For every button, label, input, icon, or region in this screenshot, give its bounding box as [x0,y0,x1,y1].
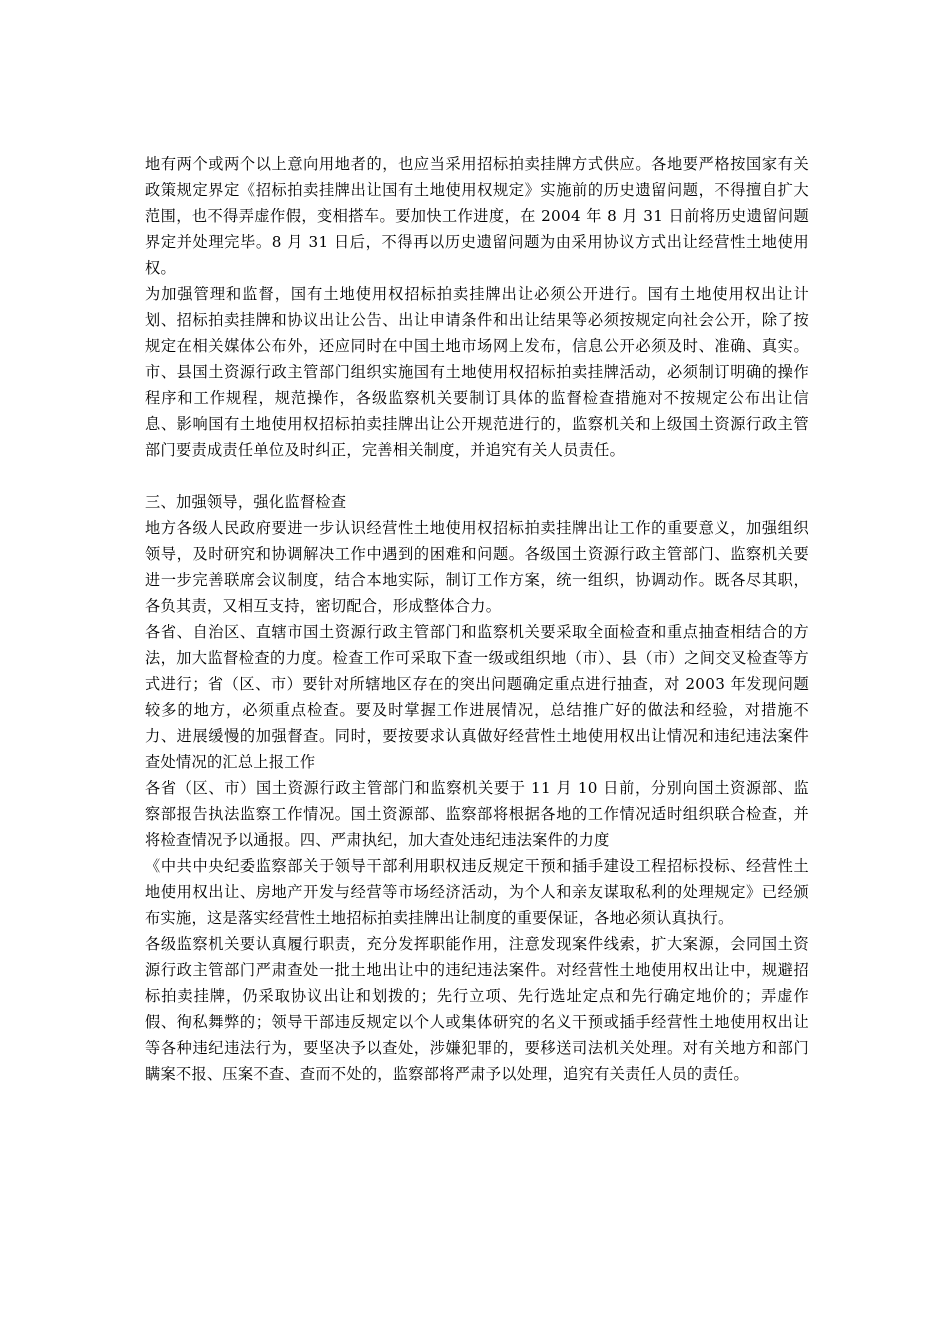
document-body [145,151,809,1087]
paragraph-leadership: 地方各级人民政府要进一步认识经营性土地使用权招标拍卖挂牌出让工作的重要意义，加强组织领导，及时研究和协调解决工作中遇到的困难和问题。各级国土资源行政主管部门、监察机关要进一步完善联席会议制度，结合本地实际，制订工作方案，统一组织，协调动作。既各尽其职，各负其责，又相互支持，密切配合，形成整体合力。 [145,519,809,615]
paragraph-historical-issues: 地有两个或两个以上意向用地者的，也应当采用招标拍卖挂牌方式供应。各地要严格按国家有关政策规定界定《招标拍卖挂牌出让国有土地使用权规定》实施前的历史遗留问题，不得擅自扩大范围，也不得弄虚作假，变相搭车。要加快工作进度，在 2004 年 8 月 31 日前将历史遗留问题界定并处理完毕。8 月 31 日后，不得再以历史遗留问题为由采用协议方式出让经营性土地使用权。 [145,155,809,277]
paragraph-inspection: 各省、自治区、直辖市国土资源行政主管部门和监察机关要采取全面检查和重点抽查相结合的方法，加大监督检查的力度。检查工作可采取下查一级或组织地（市）、县（市）之间交叉检查等方式进行；省（区、市）要针对所辖地区存在的突出问题确定重点进行抽查，对 2003 年发现问题较多的地方，必须重点检查。要及时掌握工作进展情况，总结推广好的做法和经验，对措施不力、进展缓慢的加强督查。同时，要按要求认真做好经营性土地使用权出让情况和违纪违法案件查处情况的汇总上报工作 [145,623,809,771]
paragraph-case-handling: 各级监察机关要认真履行职责，充分发挥职能作用，注意发现案件线索，扩大案源，会同国土资源行政主管部门严肃查处一批土地出让中的违纪违法案件。对经营性土地使用权出让中，规避招标拍卖挂牌，仍采取协议出让和划拨的；先行立项、先行选址定点和先行确定地价的；弄虚作假、徇私舞弊的；领导干部违反规定以个人或集体研究的名义干预或插手经营性土地使用权出让等各种违纪违法行为，要坚决予以查处，涉嫌犯罪的，要移送司法机关处理。对有关地方和部门瞒案不报、压案不查、查而不处的，监察部将严肃予以处理，追究有关责任人员的责任。 [145,935,809,1083]
paragraph-public-disclosure: 为加强管理和监督，国有土地使用权招标拍卖挂牌出让必须公开进行。国有土地使用权出让计划、招标拍卖挂牌和协议出让公告、出让申请条件和出让结果等必须按规定向社会公开，除了按规定在相关媒体公布外，还应同时在中国土地市场网上发布，信息公开必须及时、准确、真实。市、县国土资源行政主管部门组织实施国有土地使用权招标拍卖挂牌活动，必须制订明确的操作程序和工作规程，规范操作，各级监察机关要制订具体的监督检查措施对不按规定公布出让信息、影响国有土地使用权招标拍卖挂牌出让公开规范进行的，监察机关和上级国土资源行政主管部门要责成责任单位及时纠正，完善相关制度，并追究有关人员责任。 [145,285,809,459]
paragraph-reporting: 各省（区、市）国土资源行政主管部门和监察机关要于 11 月 10 日前，分别向国土资源部、监察部报告执法监察工作情况。国土资源部、监察部将根据各地的工作情况适时组织联合检查，并将检查情况予以通报。四、严肃执纪，加大查处违纪违法案件的力度 [145,779,809,849]
section-heading-3: 三、加强领导，强化监督检查 [145,493,347,511]
paragraph-regulation: 《中共中央纪委监察部关于领导干部利用职权违反规定干预和插手建设工程招标投标、经营性土地使用权出让、房地产开发与经营等市场经济活动，为个人和亲友谋取私利的处理规定》已经颁布实施，这是落实经营性土地招标拍卖挂牌出让制度的重要保证，各地必须认真执行。 [145,857,809,927]
